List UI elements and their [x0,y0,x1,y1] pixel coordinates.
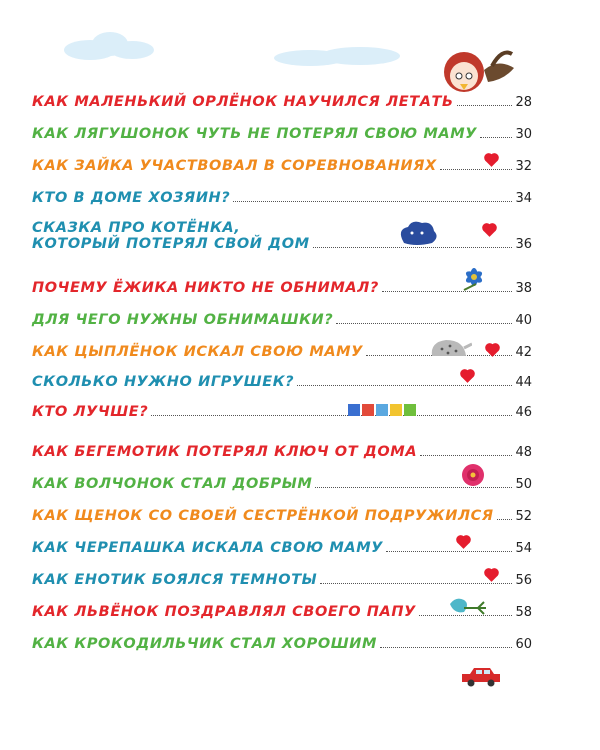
girl-with-bird-illustration [440,40,520,100]
toc-entry[interactable] [32,190,532,206]
toc-entry-title: КАК ВОЛЧОНОК СТАЛ ДОБРЫМ [32,476,313,492]
teapot-icon [428,334,472,360]
toc-entry[interactable] [32,220,532,252]
dot-leader [457,104,513,106]
toc-entry-page-number: 50 [515,477,532,492]
blue-tulip-icon [446,596,492,620]
toc-entry[interactable] [32,374,532,390]
toc-entry-page-number: 36 [515,237,532,252]
toc-entry-title: ПОЧЕМУ ЁЖИКА НИКТО НЕ ОБНИМАЛ? [32,280,379,296]
toc-entry-title: КТО ЛУЧШЕ? [32,404,149,420]
toc-entry-page-number: 60 [515,637,532,652]
toc-entry-title: ДЛЯ ЧЕГО НУЖНЫ ОБНИМАШКИ? [32,312,334,328]
toc-entry-title: КАК ЦЫПЛЁНОК ИСКАЛ СВОЮ МАМУ [32,344,363,360]
toc-entry[interactable] [32,572,532,588]
toc-entry-title: КАК КРОКОДИЛЬЧИК СТАЛ ХОРОШИМ [32,636,378,652]
toc-entry-page-number: 46 [515,405,532,420]
toc-entry-title: КАК ЕНОТИК БОЯЛСЯ ТЕМНОТЫ [32,572,318,588]
dot-leader [151,414,512,416]
toc-entry-page-number: 52 [515,509,532,524]
toc-entry-title: КАК ЛЬВЁНОК ПОЗДРАВЛЯЛ СВОЕГО ПАПУ [32,604,416,620]
toc-entry-page-number: 28 [515,95,532,110]
dot-leader [320,582,512,584]
blue-cloud-icon [396,219,440,247]
red-flower-icon [458,460,488,490]
toc-entry[interactable] [32,404,532,420]
toc-entry[interactable] [32,158,532,174]
toc-entry[interactable] [32,126,532,142]
toc-entry-page-number: 32 [515,159,532,174]
toc-entry[interactable] [32,94,532,110]
dot-leader [386,550,512,552]
toc-entry-title: КАК МАЛЕНЬКИЙ ОРЛЁНОК НАУЧИЛСЯ ЛЕТАТЬ [32,94,454,110]
toc-entry[interactable] [32,636,532,652]
toc-entry-title: КАК ЛЯГУШОНОК ЧУТЬ НЕ ПОТЕРЯЛ СВОЮ МАМУ [32,126,478,142]
cloud-icon [270,40,410,70]
cloud-icon [60,22,180,62]
toc-entry[interactable] [32,508,532,524]
toc-entry-title: КТО В ДОМЕ ХОЗЯИН? [32,190,231,206]
dot-leader [297,384,512,386]
toc-entry-title: КОТОРЫЙ ПОТЕРЯЛ СВОЙ ДОМ [32,236,310,252]
dot-leader [382,290,513,292]
red-car-icon [460,664,502,688]
toc-entry-page-number: 56 [515,573,532,588]
toc-entry-title: КАК ЧЕРЕПАШКА ИСКАЛА СВОЮ МАМУ [32,540,384,556]
toc-entry-title: КАК ЗАЙКА УЧАСТВОВАЛ В СОРЕВНОВАНИЯХ [32,158,437,174]
toc-entry-title: СКАЗКА ПРО КОТЁНКА, [32,220,241,236]
blue-flower-icon [456,264,492,294]
toc-entry-page-number: 48 [515,445,532,460]
dot-leader [480,136,512,138]
dot-leader [380,646,512,648]
toc-entry-page-number: 58 [515,605,532,620]
dot-leader [420,454,512,456]
dot-leader [336,322,512,324]
toc-entry-page-number: 54 [515,541,532,556]
toc-entry[interactable] [32,444,532,460]
toc-entry-page-number: 38 [515,281,532,296]
toc-entry-page-number: 40 [515,313,532,328]
toy-blocks-icon [348,402,418,418]
toc-entry[interactable] [32,476,532,492]
toc-entry[interactable] [32,312,532,328]
toc-entry-title: КАК БЕГЕМОТИК ПОТЕРЯЛ КЛЮЧ ОТ ДОМА [32,444,418,460]
toc-entry-page-number: 42 [515,345,532,360]
toc-entry-title: КАК ЩЕНОК СО СВОЕЙ СЕСТРЁНКОЙ ПОДРУЖИЛСЯ [32,508,494,524]
dot-leader [497,518,513,520]
toc-entry-page-number: 44 [515,375,532,390]
toc-entry-page-number: 30 [515,127,532,142]
dot-leader [233,200,512,202]
toc-entry-title: СКОЛЬКО НУЖНО ИГРУШЕК? [32,374,295,390]
toc-entry-page-number: 34 [515,191,532,206]
dot-leader [440,168,513,170]
